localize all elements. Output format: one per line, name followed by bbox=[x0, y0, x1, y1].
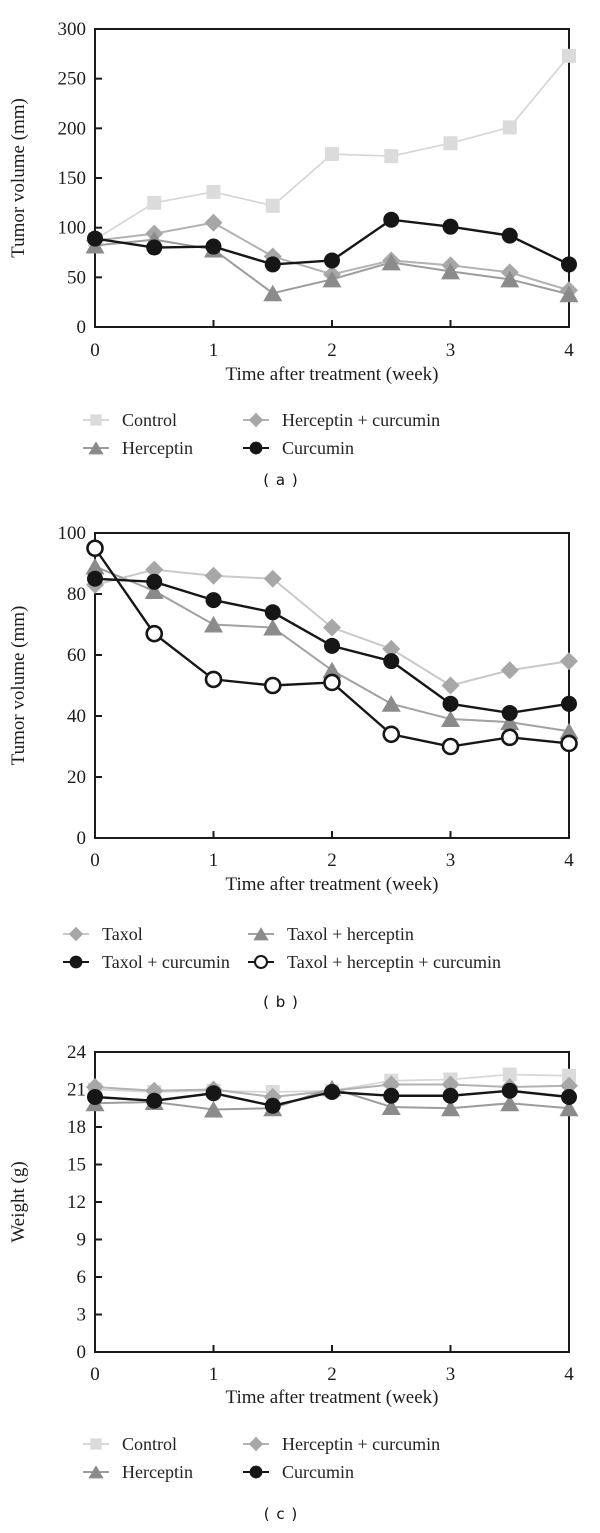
x-tick-label: 3 bbox=[445, 850, 456, 871]
x-tick-label: 1 bbox=[208, 1364, 219, 1385]
data-point-marker bbox=[502, 228, 518, 244]
legend-label: Control bbox=[122, 1433, 178, 1454]
y-tick-label: 0 bbox=[76, 828, 86, 849]
diamond-marker-icon bbox=[243, 411, 269, 429]
x-tick-label: 4 bbox=[564, 850, 574, 871]
legend-label: Taxol + herceptin + curcumin bbox=[287, 951, 501, 972]
legend-marker bbox=[250, 442, 263, 455]
data-point-marker bbox=[147, 626, 162, 641]
y-tick-label: 12 bbox=[67, 1192, 86, 1213]
y-tick-label: 100 bbox=[57, 523, 86, 544]
legend-item-herceptin-curcumin bbox=[243, 1431, 600, 1457]
y-tick-label: 40 bbox=[67, 706, 86, 727]
legend-marker bbox=[249, 1437, 263, 1451]
circle-marker-icon bbox=[243, 1463, 269, 1481]
legend-item-curcumin bbox=[243, 1459, 600, 1485]
circle-marker-icon bbox=[63, 953, 89, 971]
legend-grid-c bbox=[0, 1431, 600, 1485]
y-tick-label: 6 bbox=[76, 1267, 86, 1288]
x-tick-label: 4 bbox=[564, 1364, 574, 1385]
data-point-marker bbox=[206, 592, 222, 608]
data-point-marker bbox=[324, 252, 340, 268]
x-tick-label: 0 bbox=[90, 340, 100, 361]
y-tick-label: 3 bbox=[76, 1304, 86, 1326]
legend-item-herceptin bbox=[83, 435, 243, 461]
data-point-marker bbox=[87, 231, 103, 247]
y-tick-label: 80 bbox=[67, 584, 86, 605]
data-point-marker bbox=[443, 739, 458, 754]
y-tick-label: 24 bbox=[67, 1042, 86, 1063]
x-tick-label: 4 bbox=[564, 340, 574, 361]
diamond-marker-icon bbox=[63, 925, 89, 943]
panel-caption-b: ( b ) bbox=[263, 993, 299, 1011]
data-point-marker bbox=[266, 199, 280, 213]
legend-label: Herceptin + curcumin bbox=[282, 1433, 441, 1454]
y-axis-label: Tumor volume (mm) bbox=[8, 98, 29, 258]
y-axis-label: Tumor volume (mm) bbox=[8, 605, 29, 766]
y-tick-label: 100 bbox=[57, 217, 86, 239]
legend-marker bbox=[250, 1466, 263, 1479]
legend-label: Curcumin bbox=[282, 437, 354, 458]
data-point-marker bbox=[443, 1088, 459, 1104]
legend-label: Herceptin + curcumin bbox=[282, 409, 441, 430]
chart-panel-a bbox=[0, 0, 600, 395]
x-tick-label: 2 bbox=[327, 1364, 337, 1385]
legend-panel-a bbox=[0, 395, 600, 505]
data-point-marker bbox=[384, 149, 398, 163]
y-tick-label: 50 bbox=[67, 267, 86, 289]
data-point-marker bbox=[265, 678, 280, 693]
data-point-marker bbox=[503, 120, 517, 134]
legend-panel-b bbox=[0, 895, 600, 1030]
circle-marker-icon bbox=[243, 439, 269, 457]
legend-item-taxol-herceptin-curcumin bbox=[248, 949, 600, 975]
legend-grid-b bbox=[0, 921, 600, 975]
chart-panel-c bbox=[0, 1030, 600, 1410]
data-point-marker bbox=[443, 696, 459, 712]
panel-caption-a: ( a ) bbox=[263, 471, 299, 489]
legend-marker bbox=[90, 1438, 101, 1449]
y-tick-label: 60 bbox=[67, 645, 86, 666]
data-point-marker bbox=[265, 1098, 281, 1114]
y-tick-label: 0 bbox=[76, 1342, 86, 1363]
data-point-marker bbox=[265, 256, 281, 272]
legend-item-herceptin bbox=[83, 1459, 243, 1485]
data-point-marker bbox=[88, 541, 103, 556]
x-tick-label: 0 bbox=[90, 850, 100, 871]
triangle-marker-icon bbox=[83, 1463, 109, 1481]
data-point-marker bbox=[562, 736, 577, 751]
x-axis-label: Time after treatment (week) bbox=[225, 874, 439, 895]
data-point-marker bbox=[207, 185, 221, 199]
y-tick-label: 21 bbox=[67, 1079, 86, 1101]
data-point-marker bbox=[502, 1083, 518, 1099]
chart-panel-b bbox=[0, 505, 600, 895]
data-point-marker bbox=[443, 219, 459, 235]
legend-grid-a bbox=[0, 407, 600, 461]
x-tick-label: 3 bbox=[445, 340, 456, 361]
data-point-marker bbox=[442, 677, 460, 695]
data-point-marker bbox=[146, 574, 162, 590]
y-tick-label: 250 bbox=[57, 68, 86, 90]
y-tick-label: 20 bbox=[67, 767, 86, 788]
x-axis-label: Time after treatment (week) bbox=[225, 364, 439, 385]
data-point-marker bbox=[325, 147, 339, 161]
y-tick-label: 0 bbox=[76, 317, 86, 338]
data-point-marker bbox=[561, 256, 577, 272]
data-point-marker bbox=[502, 705, 518, 721]
legend-marker bbox=[249, 413, 263, 427]
data-point-marker bbox=[501, 661, 519, 679]
legend-item-taxol-herceptin bbox=[248, 921, 600, 947]
data-point-marker bbox=[205, 214, 223, 232]
data-point-marker bbox=[384, 727, 399, 742]
data-point-marker bbox=[206, 239, 222, 255]
legend-panel-c bbox=[0, 1410, 600, 1533]
data-point-marker bbox=[146, 1093, 162, 1109]
data-point-marker bbox=[502, 730, 517, 745]
legend-item-taxol bbox=[63, 921, 248, 947]
data-point-marker bbox=[382, 695, 401, 712]
legend-marker bbox=[90, 414, 101, 425]
data-point-marker bbox=[444, 136, 458, 150]
square-marker-icon bbox=[83, 411, 109, 429]
legend-label: Herceptin bbox=[122, 437, 193, 458]
legend-marker bbox=[69, 927, 83, 941]
legend-label: Herceptin bbox=[122, 1461, 193, 1482]
legend-label: Control bbox=[122, 409, 178, 430]
data-point-marker bbox=[324, 1084, 340, 1100]
data-point-marker bbox=[87, 571, 103, 587]
legend-item-control bbox=[83, 407, 243, 433]
legend-item-control bbox=[83, 1431, 243, 1457]
x-tick-label: 1 bbox=[208, 850, 219, 871]
y-tick-label: 15 bbox=[67, 1154, 86, 1176]
data-point-marker bbox=[147, 196, 161, 210]
data-point-marker bbox=[205, 567, 223, 585]
square-marker-icon bbox=[83, 1435, 109, 1453]
legend-label: Taxol + curcumin bbox=[102, 951, 230, 972]
data-point-marker bbox=[87, 1089, 103, 1105]
data-point-marker bbox=[206, 1085, 222, 1101]
y-tick-label: 18 bbox=[67, 1117, 86, 1138]
legend-label: Curcumin bbox=[282, 1461, 354, 1482]
legend-label: Taxol + herceptin bbox=[287, 923, 414, 944]
y-tick-label: 9 bbox=[76, 1229, 86, 1251]
legend-item-herceptin-curcumin bbox=[243, 407, 600, 433]
diamond-marker-icon bbox=[243, 1435, 269, 1453]
x-tick-label: 2 bbox=[327, 850, 337, 871]
triangle-marker-icon bbox=[248, 925, 274, 943]
data-point-marker bbox=[561, 1089, 577, 1105]
data-point-marker bbox=[206, 672, 221, 687]
panel-caption-c: ( c ) bbox=[263, 1505, 299, 1523]
data-point-marker bbox=[383, 212, 399, 228]
legend-item-taxol-curcumin bbox=[63, 949, 248, 975]
legend-marker bbox=[255, 956, 267, 968]
legend-marker bbox=[70, 956, 83, 969]
data-point-marker bbox=[324, 638, 340, 654]
data-point-marker bbox=[265, 604, 281, 620]
triangle-marker-icon bbox=[83, 439, 109, 457]
x-tick-label: 2 bbox=[327, 340, 337, 361]
data-point-marker bbox=[146, 240, 162, 256]
data-point-marker bbox=[383, 1088, 399, 1104]
y-tick-label: 200 bbox=[57, 118, 86, 140]
x-tick-label: 3 bbox=[445, 1364, 456, 1385]
x-axis-label: Time after treatment (week) bbox=[225, 1387, 439, 1408]
legend-label: Taxol bbox=[102, 923, 143, 944]
y-tick-label: 300 bbox=[57, 19, 86, 40]
y-axis-label: Weight (g) bbox=[8, 1161, 29, 1243]
x-tick-label: 0 bbox=[90, 1364, 100, 1385]
legend-item-curcumin bbox=[243, 435, 600, 461]
open-circle-marker-icon bbox=[248, 953, 274, 971]
y-tick-label: 150 bbox=[57, 168, 86, 189]
data-point-marker bbox=[383, 653, 399, 669]
data-point-marker bbox=[325, 675, 340, 690]
data-point-marker bbox=[562, 49, 576, 63]
x-tick-label: 1 bbox=[208, 340, 219, 361]
data-point-marker bbox=[561, 696, 577, 712]
data-point-marker bbox=[560, 652, 578, 670]
